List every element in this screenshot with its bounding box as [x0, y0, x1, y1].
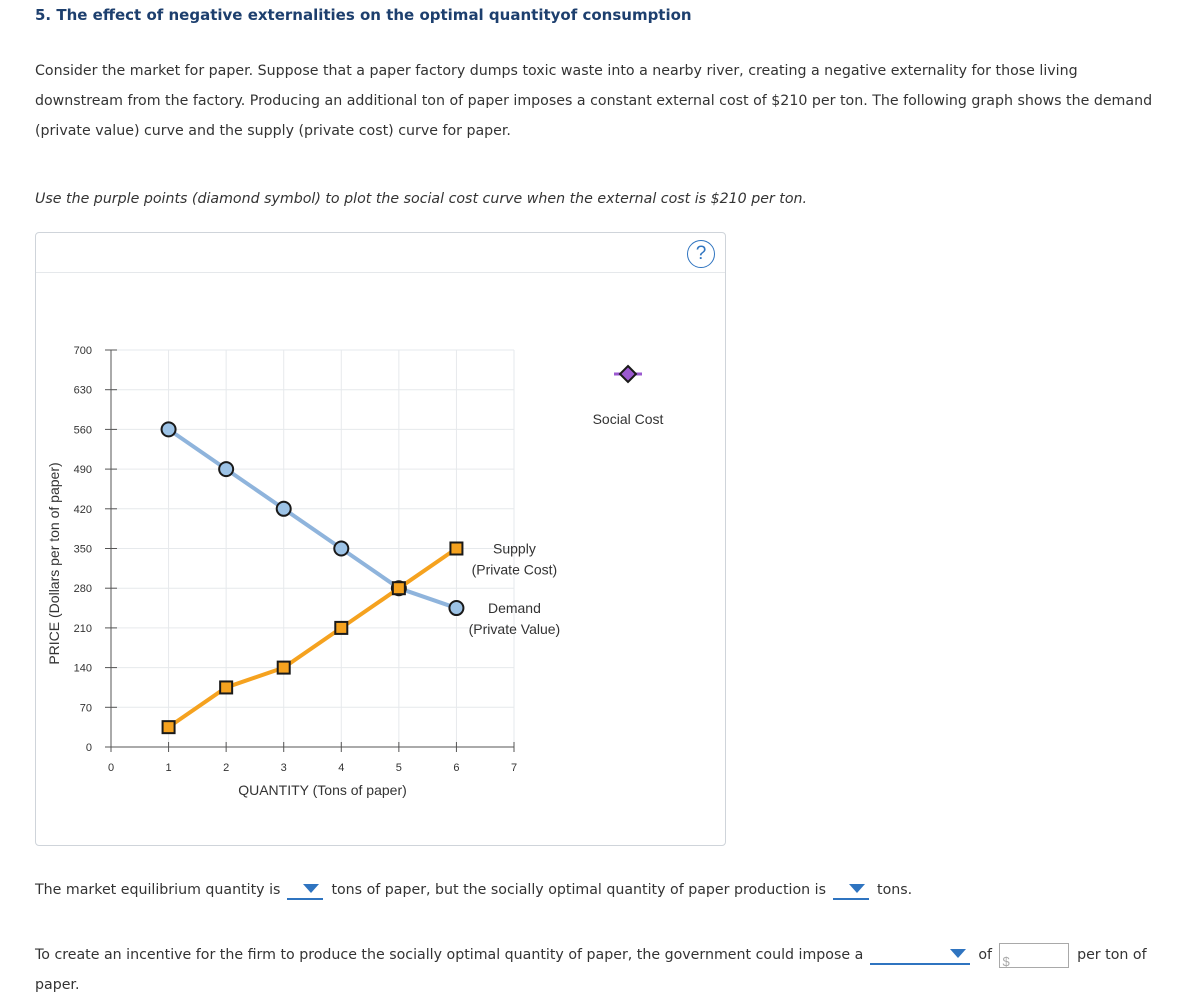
question-2-text-before: To create an incentive for the firm to produce the socially optimal quantity of paper, the government could impose a — [35, 947, 864, 963]
supply-demand-chart[interactable] — [36, 233, 725, 845]
market-equilibrium-quantity-dropdown[interactable] — [287, 880, 323, 900]
graph-instruction: Use the purple points (diamond symbol) to plot the social cost curve when the external cost is $210 per ton. — [35, 191, 808, 207]
graph-panel — [35, 232, 726, 846]
supply-point — [393, 582, 405, 594]
x-tick-label: 2 — [223, 762, 230, 774]
x-tick-label: 4 — [338, 762, 345, 774]
demand-curve-line — [169, 429, 457, 608]
supply-point — [335, 622, 347, 634]
supply-curve-line — [169, 549, 457, 728]
demand-point — [334, 542, 348, 556]
chevron-down-icon — [303, 884, 319, 893]
y-tick-label: 630 — [73, 384, 92, 397]
y-tick-label: 0 — [85, 742, 92, 754]
policy-type-dropdown[interactable] — [870, 945, 970, 965]
question-2-text-of: of — [978, 947, 993, 963]
y-tick-label: 280 — [73, 583, 92, 596]
demand-point — [162, 422, 176, 436]
y-tick-label: 210 — [73, 622, 92, 635]
supply-point — [278, 662, 290, 674]
demand-point — [277, 502, 291, 516]
y-tick-label: 350 — [73, 543, 92, 556]
supply-point — [163, 721, 175, 733]
socially-optimal-quantity-dropdown[interactable] — [833, 880, 869, 900]
tax-amount-input[interactable] — [1014, 944, 1068, 967]
question-1 — [35, 880, 912, 900]
question-heading: 5. The effect of negative externalities on the optimal quantityof consumption — [35, 6, 692, 24]
demand-curve-label: (Private Value) — [468, 621, 561, 638]
question-2 — [35, 940, 1185, 1000]
supply-curve-label: Supply — [493, 540, 536, 557]
x-tick-label: 3 — [280, 762, 287, 774]
intro-paragraph: Consider the market for paper. Suppose that a paper factory dumps toxic waste into a nearby river, creating a negative externality for those living downstream from the factory. Producing an additional ton of paper imposes a constant external cost of $210 per ton. The following graph shows the demand (private value) curve and the supply (private cost) curve for paper. — [35, 63, 1153, 139]
demand-point — [219, 462, 233, 476]
y-tick-label: 420 — [73, 503, 92, 516]
y-tick-label: 700 — [73, 345, 92, 357]
y-tick-label: 70 — [79, 702, 92, 715]
tax-amount-field[interactable] — [999, 943, 1069, 968]
y-tick-label: 490 — [73, 464, 92, 477]
supply-point — [220, 681, 232, 693]
social-cost-diamond-icon[interactable] — [620, 366, 636, 382]
chevron-down-icon — [950, 949, 966, 958]
dollar-sign-icon: $ — [1002, 953, 1010, 969]
question-1-text-after: tons. — [877, 882, 913, 898]
x-tick-label: 5 — [395, 762, 402, 774]
question-1-text-before: The market equilibrium quantity is — [35, 882, 281, 898]
demand-point — [449, 601, 463, 615]
chevron-down-icon — [849, 884, 865, 893]
x-tick-label: 7 — [510, 762, 518, 774]
y-axis-title: PRICE (Dollars per ton of paper) — [46, 462, 62, 665]
question-2-text-after: per ton of paper. — [35, 947, 1147, 993]
question-1-text-middle: tons of paper, but the socially optimal quantity of paper production is — [331, 882, 827, 898]
x-axis-title: QUANTITY (Tons of paper) — [238, 782, 407, 798]
supply-curve-label: (Private Cost) — [471, 561, 558, 578]
y-tick-label: 140 — [73, 662, 92, 675]
supply-point — [450, 543, 462, 555]
demand-curve-label: Demand — [487, 600, 541, 617]
social-cost-tool-label: Social Cost — [592, 411, 664, 427]
x-tick-label: 1 — [165, 762, 172, 774]
x-tick-label: 0 — [107, 762, 115, 774]
question-mark-icon[interactable]: ? — [687, 240, 715, 268]
x-tick-label: 6 — [453, 762, 460, 774]
y-tick-label: 560 — [73, 424, 92, 437]
